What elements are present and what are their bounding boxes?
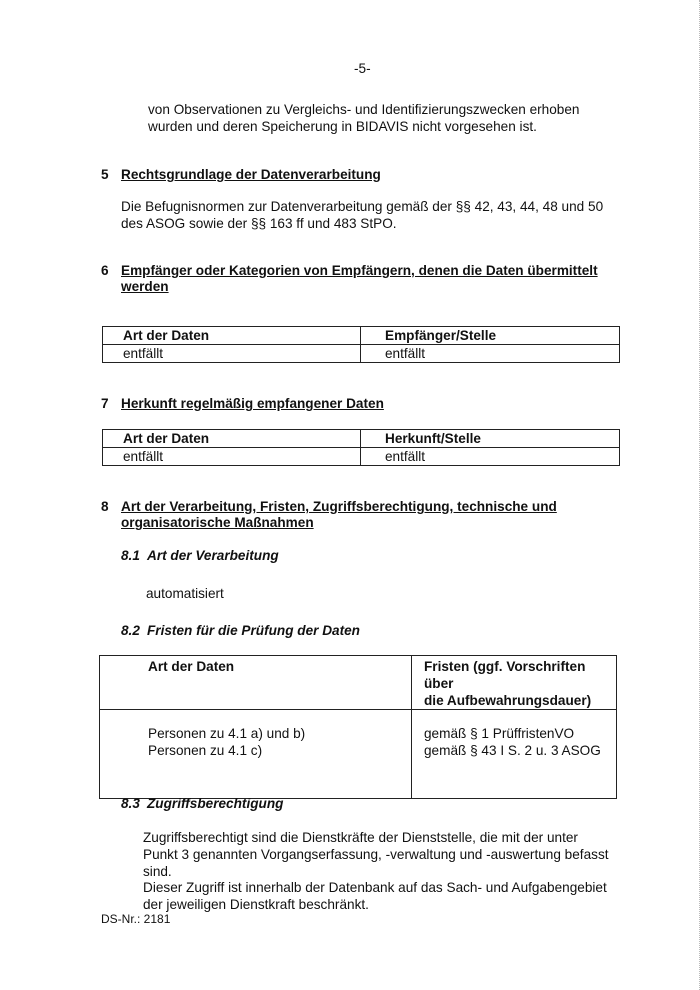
page-number: -5- bbox=[354, 61, 371, 76]
table-header-cell: Art der Daten bbox=[103, 327, 361, 345]
section-8-3-line-5: der jeweiligen Dienstkraft beschränkt. bbox=[143, 897, 369, 912]
table-header-row bbox=[103, 327, 620, 345]
table-header-row bbox=[103, 430, 620, 448]
intro-line-1: von Observationen zu Vergleichs- und Identifizierungszwecken erhoben bbox=[148, 102, 580, 117]
sources-table bbox=[102, 429, 620, 466]
section-6-heading-line-2: werden bbox=[121, 279, 169, 294]
section-5-heading: Rechtsgrundlage der Datenverarbeitung bbox=[121, 167, 381, 182]
table-header-cell: Herkunft/Stelle bbox=[361, 430, 620, 448]
section-5-line-1: Die Befugnisnormen zur Datenverarbeitung gemäß der §§ 42, 43, 44, 48 und 50 bbox=[121, 199, 604, 214]
table-cell bbox=[412, 710, 617, 799]
deadlines-row-2-left: Personen zu 4.1 c) bbox=[148, 743, 263, 758]
recipients-table bbox=[102, 326, 620, 363]
section-8-3-line-1: Zugriffsberechtigt sind die Dienstkräfte der Dienststelle, die mit der unter bbox=[143, 830, 578, 845]
table-header-cell: Empfänger/Stelle bbox=[361, 327, 620, 345]
section-8-3-line-3: sind. bbox=[143, 864, 172, 879]
table-row bbox=[103, 448, 620, 466]
deadlines-row-1-left: Personen zu 4.1 a) und b) bbox=[148, 726, 306, 741]
section-5-number: 5 bbox=[101, 167, 109, 182]
document-number: DS-Nr.: 2181 bbox=[101, 912, 171, 926]
section-8-heading-line-1: Art der Verarbeitung, Fristen, Zugriffsberechtigung, technische und bbox=[121, 499, 557, 514]
deadlines-table bbox=[99, 655, 617, 799]
section-8-1-title: Art der Verarbeitung bbox=[147, 548, 279, 563]
deadlines-header-line-1: Fristen (ggf. Vorschriften über bbox=[424, 659, 586, 691]
table-header-cell: Art der Daten bbox=[103, 430, 361, 448]
intro-line-2: wurden und deren Speicherung in BIDAVIS nicht vorgesehen ist. bbox=[148, 119, 537, 134]
deadlines-row-2-right: gemäß § 43 I S. 2 u. 3 ASOG bbox=[424, 743, 601, 758]
section-8-2-title: Fristen für die Prüfung der Daten bbox=[147, 623, 360, 638]
table-row bbox=[103, 345, 620, 363]
table-cell bbox=[100, 710, 412, 799]
table-header-cell bbox=[412, 656, 617, 710]
section-8-3-title: Zugriffsberechtigung bbox=[147, 796, 284, 811]
section-8-3-line-2: Punkt 3 genannten Vorgangserfassung, -verwaltung und -auswertung befasst bbox=[143, 847, 609, 862]
section-5-line-2: des ASOG sowie der §§ 163 ff und 483 StPO. bbox=[121, 216, 397, 231]
section-8-1-text: automatisiert bbox=[146, 586, 224, 601]
table-cell: entfällt bbox=[103, 448, 361, 466]
scan-edge-shadow bbox=[693, 0, 700, 990]
table-header-row bbox=[100, 656, 617, 710]
section-6-heading-line-1: Empfänger oder Kategorien von Empfängern, denen die Daten übermittelt bbox=[121, 263, 598, 278]
table-header-cell: Art der Daten bbox=[100, 656, 412, 710]
section-8-heading-line-2: organisatorische Maßnahmen bbox=[121, 515, 314, 530]
section-8-number: 8 bbox=[101, 499, 109, 514]
section-7-number: 7 bbox=[101, 396, 109, 411]
table-cell: entfällt bbox=[361, 448, 620, 466]
deadlines-header-line-2: die Aufbewahrungsdauer) bbox=[424, 693, 592, 708]
table-row bbox=[100, 710, 617, 799]
section-8-1-number: 8.1 bbox=[121, 548, 140, 563]
section-8-3-line-4: Dieser Zugriff ist innerhalb der Datenbank auf das Sach- und Aufgabengebiet bbox=[143, 880, 607, 895]
section-8-3-number: 8.3 bbox=[121, 796, 140, 811]
section-6-number: 6 bbox=[101, 263, 109, 278]
table-cell: entfällt bbox=[103, 345, 361, 363]
section-8-2-number: 8.2 bbox=[121, 623, 140, 638]
section-7-heading: Herkunft regelmäßig empfangener Daten bbox=[121, 396, 384, 411]
deadlines-row-1-right: gemäß § 1 PrüffristenVO bbox=[424, 726, 575, 741]
table-cell: entfällt bbox=[361, 345, 620, 363]
